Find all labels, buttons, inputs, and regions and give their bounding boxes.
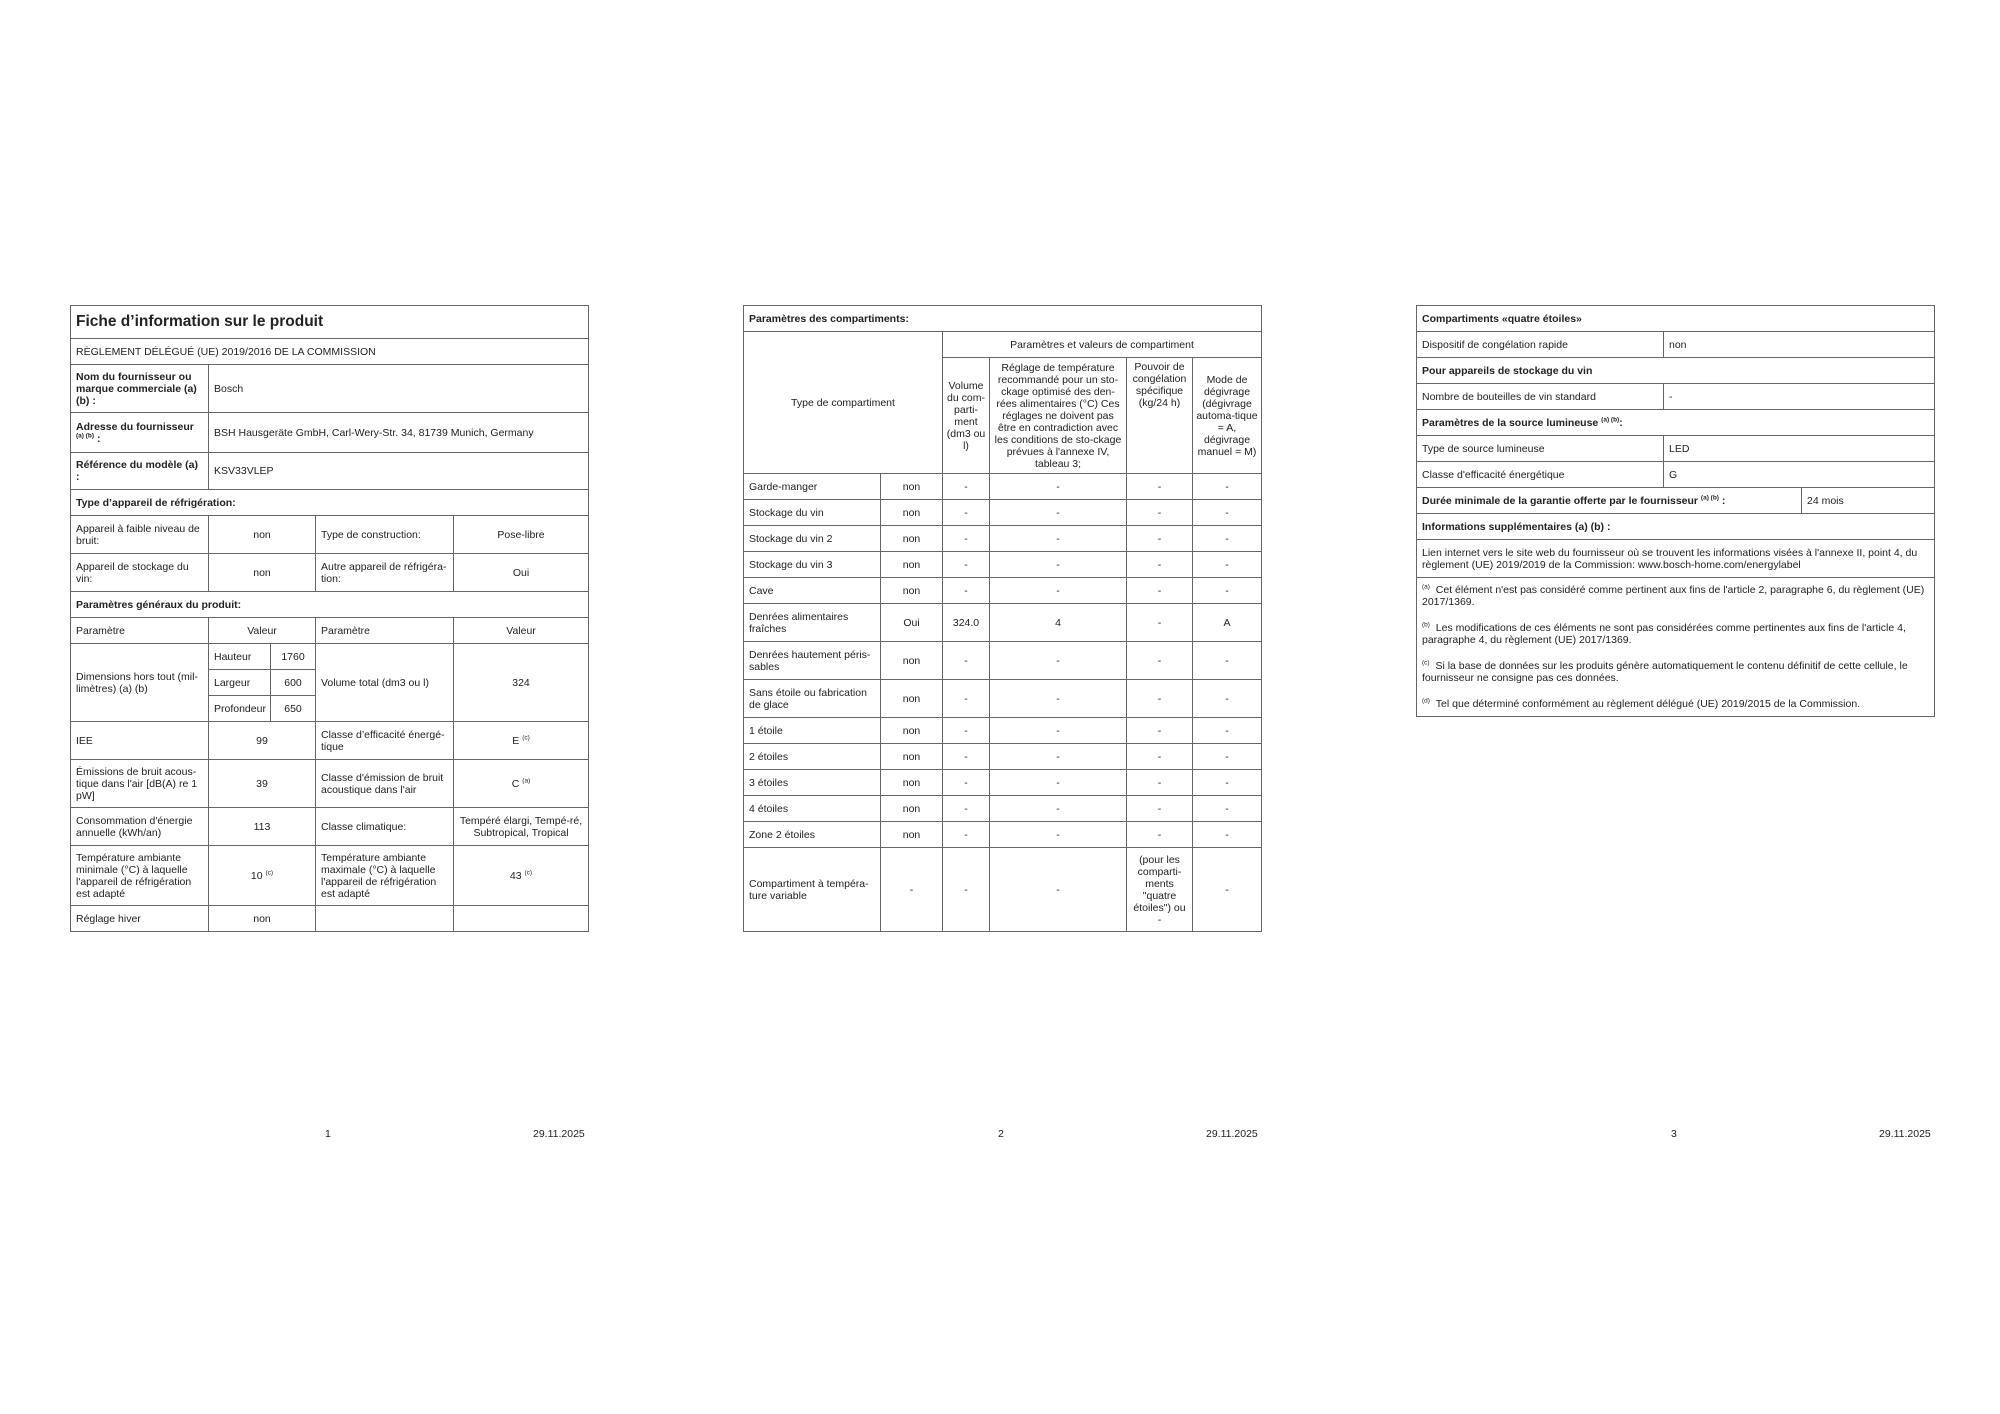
quick-freeze-label: Dispositif de congélation rapide — [1417, 332, 1664, 358]
compartment-present: non — [881, 642, 943, 680]
compartment-name: Stockage du vin — [744, 500, 881, 526]
footnote — [1422, 622, 1929, 646]
volume-label: Volume total (dm3 ou l) — [316, 644, 454, 722]
bottles-value: - — [1664, 384, 1935, 410]
footnote-mark: (d) — [1422, 697, 1430, 705]
compartment-volume: 324.0 — [943, 604, 990, 642]
other-appliance-label: Autre appareil de réfrigéra-tion: — [316, 554, 454, 592]
noise-value: 39 — [209, 760, 316, 808]
compartment-present: - — [881, 848, 943, 932]
page-number-1: 1 — [325, 1128, 331, 1140]
compartment-temp: - — [990, 822, 1127, 848]
compartment-freeze: - — [1127, 822, 1193, 848]
compartment-temp: - — [990, 770, 1127, 796]
compartment-defrost: - — [1193, 770, 1262, 796]
product-info-table — [70, 305, 589, 932]
supplier-value: Bosch — [209, 365, 589, 413]
compartment-defrost: - — [1193, 526, 1262, 552]
depth-label: Profondeur — [209, 696, 271, 722]
appliance-type-heading: Type d’appareil de réfrigération: — [71, 490, 589, 516]
table-row — [744, 718, 1262, 744]
compartment-present: non — [881, 770, 943, 796]
energy-class-label: Classe d’efficacité énergé-tique — [316, 722, 454, 760]
table-row — [744, 680, 1262, 718]
compartment-volume: - — [943, 642, 990, 680]
warranty-label: Durée minimale de la garantie offerte par le fournisseur $^{(a) (b)}$ : — [1417, 488, 1802, 514]
max-temp-label: Température ambiante maximale (°C) à laquelle l'appareil de réfrigération est adapté — [316, 846, 454, 906]
climate-label: Classe climatique: — [316, 808, 454, 846]
height-value: 1760 — [271, 644, 316, 670]
table-row — [744, 500, 1262, 526]
quick-freeze-value: non — [1664, 332, 1935, 358]
energy-class-value: E $^{(c)}$ — [454, 722, 589, 760]
compartment-freeze: - — [1127, 680, 1193, 718]
light-type-label: Type de source lumineuse — [1417, 436, 1664, 462]
page-date-2: 29.11.2025 — [1206, 1128, 1258, 1140]
width-value: 600 — [271, 670, 316, 696]
compartment-freeze: - — [1127, 770, 1193, 796]
noise-label: Émissions de bruit acous-tique dans l'air [dB(A) re 1 pW] — [71, 760, 209, 808]
compartment-present: non — [881, 680, 943, 718]
additional-info-table — [1416, 305, 1935, 717]
compartment-volume: - — [943, 848, 990, 932]
compartment-name: Compartiment à tempéra-ture variable — [744, 848, 881, 932]
other-appliance-value: Oui — [454, 554, 589, 592]
height-label: Hauteur — [209, 644, 271, 670]
iee-label: IEE — [71, 722, 209, 760]
supplier-link: Lien internet vers le site web du fournisseur où se trouvent les informations visées à l'annexe II, point 4, du règlement (UE) 2019/2019 de la Commission: www.bosch-home.com/energylabel — [1417, 540, 1935, 578]
light-heading: Paramètres de la source lumineuse $^{(a) (b)}$: — [1417, 410, 1935, 436]
consumption-label: Consommation d'énergie annuelle (kWh/an) — [71, 808, 209, 846]
compartment-temp: - — [990, 718, 1127, 744]
model-label: Référence du modèle (a) : — [71, 453, 209, 490]
footnote — [1422, 584, 1929, 608]
table-row — [744, 744, 1262, 770]
compartment-temp: - — [990, 552, 1127, 578]
compartment-name: Zone 2 étoiles — [744, 822, 881, 848]
compartment-name: Garde-manger — [744, 474, 881, 500]
empty-cell — [316, 906, 454, 932]
col-param-header: Paramètre — [71, 618, 209, 644]
address-label: Adresse du fournisseur $^{(a) (b)}$ : — [71, 413, 209, 453]
compartment-present: Oui — [881, 604, 943, 642]
page-number-2: 2 — [998, 1128, 1004, 1140]
construction-label: Type de construction: — [316, 516, 454, 554]
light-type-value: LED — [1664, 436, 1935, 462]
compartment-freeze: - — [1127, 578, 1193, 604]
compartment-present: non — [881, 578, 943, 604]
address-value: BSH Hausgeräte GmbH, Carl-Wery-Str. 34, 81739 Munich, Germany — [209, 413, 589, 453]
compartments-heading: Paramètres des compartiments: — [744, 306, 1262, 332]
compartment-temp: - — [990, 848, 1127, 932]
min-temp-value: 10 $^{(c)}$ — [209, 846, 316, 906]
table-row — [744, 552, 1262, 578]
table-row — [744, 526, 1262, 552]
compartment-temp: - — [990, 500, 1127, 526]
footnote-mark: (a) — [1422, 583, 1430, 591]
noise-class-value: C $^{(a)}$ — [454, 760, 589, 808]
compartment-freeze: - — [1127, 474, 1193, 500]
compartment-freeze: (pour les comparti-ments "quatre étoiles") ou - — [1127, 848, 1193, 932]
page-title: Fiche d’information sur le produit — [71, 306, 589, 339]
compartment-defrost: - — [1193, 642, 1262, 680]
compartment-present: non — [881, 718, 943, 744]
compartment-defrost: - — [1193, 796, 1262, 822]
compartment-volume: - — [943, 744, 990, 770]
compartments-table — [743, 305, 1262, 932]
compartment-temp: 4 — [990, 604, 1127, 642]
compartment-temp: - — [990, 474, 1127, 500]
regulation: RÈGLEMENT DÉLÉGUÉ (UE) 2019/2016 DE LA COMMISSION — [71, 339, 589, 365]
compartment-name: Cave — [744, 578, 881, 604]
min-temp-label: Température ambiante minimale (°C) à laquelle l'appareil de réfrigération est adapté — [71, 846, 209, 906]
winter-value: non — [209, 906, 316, 932]
table-row — [744, 642, 1262, 680]
compartment-temp: - — [990, 680, 1127, 718]
table-row — [744, 796, 1262, 822]
compartment-volume: - — [943, 680, 990, 718]
compartment-present: non — [881, 744, 943, 770]
compartment-volume: - — [943, 718, 990, 744]
page-1 — [70, 305, 588, 932]
compartment-temp: - — [990, 642, 1127, 680]
compartment-present: non — [881, 822, 943, 848]
table-row — [744, 770, 1262, 796]
compartment-temp: - — [990, 526, 1127, 552]
compartment-volume: - — [943, 770, 990, 796]
col-group-header: Paramètres et valeurs de compartiment — [943, 332, 1262, 358]
compartment-volume: - — [943, 500, 990, 526]
empty-cell — [454, 906, 589, 932]
low-noise-label: Appareil à faible niveau de bruit: — [71, 516, 209, 554]
compartment-freeze: - — [1127, 642, 1193, 680]
compartment-volume: - — [943, 578, 990, 604]
compartment-defrost: - — [1193, 744, 1262, 770]
footnote — [1422, 698, 1929, 710]
col-value-header: Valeur — [209, 618, 316, 644]
compartment-present: non — [881, 474, 943, 500]
table-row — [744, 848, 1262, 932]
compartment-volume: - — [943, 552, 990, 578]
compartment-name: 1 étoile — [744, 718, 881, 744]
col-type-header: Type de compartiment — [744, 332, 943, 474]
supplier-label: Nom du fournisseur ou marque commerciale (a) (b) : — [71, 365, 209, 413]
light-class-label: Classe d'efficacité énergétique — [1417, 462, 1664, 488]
compartment-freeze: - — [1127, 500, 1193, 526]
compartment-freeze: - — [1127, 552, 1193, 578]
construction-value: Pose-libre — [454, 516, 589, 554]
compartment-freeze: - — [1127, 604, 1193, 642]
iee-value: 99 — [209, 722, 316, 760]
footnote — [1422, 660, 1929, 684]
compartment-defrost: - — [1193, 500, 1262, 526]
warranty-value: 24 mois — [1802, 488, 1935, 514]
col-param-header-2: Paramètre — [316, 618, 454, 644]
compartment-freeze: - — [1127, 526, 1193, 552]
compartment-name: Denrées alimentaires fraîches — [744, 604, 881, 642]
page-3 — [1416, 305, 1934, 717]
page-number-3: 3 — [1671, 1128, 1677, 1140]
table-row — [744, 604, 1262, 642]
depth-value: 650 — [271, 696, 316, 722]
table-row — [744, 822, 1262, 848]
compartment-temp: - — [990, 796, 1127, 822]
compartment-name: Denrées hautement péris-sables — [744, 642, 881, 680]
dimensions-label: Dimensions hors tout (mil-limètres) (a) (b) — [71, 644, 209, 722]
compartment-name: Stockage du vin 3 — [744, 552, 881, 578]
footnote-text: Cet élément n'est pas considéré comme pertinent aux fins de l'article 2, paragraphe 6, du règlement (UE) 2017/1369. — [1422, 584, 1925, 608]
general-heading: Paramètres généraux du produit: — [71, 592, 589, 618]
extra-heading: Informations supplémentaires (a) (b) : — [1417, 514, 1935, 540]
low-noise-value: non — [209, 516, 316, 554]
footnote-text: Si la base de données sur les produits génère automatiquement le contenu définitif de cette cellule, le fournisseur ne consigne pas ces données. — [1422, 660, 1908, 684]
compartment-volume: - — [943, 796, 990, 822]
col-defrost-header: Mode de dégivrage (dégivrage automa-tique = A, dégivrage manuel = M) — [1193, 358, 1262, 474]
compartment-present: non — [881, 552, 943, 578]
model-value: KSV33VLEP — [209, 453, 589, 490]
noise-class-label: Classe d'émission de bruit acoustique dans l'air — [316, 760, 454, 808]
compartment-temp: - — [990, 578, 1127, 604]
wine-appliance-value: non — [209, 554, 316, 592]
compartment-defrost: - — [1193, 680, 1262, 718]
compartment-freeze: - — [1127, 744, 1193, 770]
col-freeze-header: Pouvoir de congélation spécifique (kg/24 h) — [1127, 358, 1193, 474]
footnote-text: Tel que déterminé conformément au règlement délégué (UE) 2019/2015 de la Commission. — [1435, 698, 1861, 710]
winter-label: Réglage hiver — [71, 906, 209, 932]
table-row — [744, 474, 1262, 500]
climate-value: Tempéré élargi, Tempé-ré, Subtropical, Tropical — [454, 808, 589, 846]
compartment-present: non — [881, 500, 943, 526]
consumption-value: 113 — [209, 808, 316, 846]
compartment-defrost: - — [1193, 718, 1262, 744]
bottles-label: Nombre de bouteilles de vin standard — [1417, 384, 1664, 410]
compartment-temp: - — [990, 744, 1127, 770]
compartment-defrost: - — [1193, 848, 1262, 932]
four-star-heading: Compartiments «quatre étoiles» — [1417, 306, 1935, 332]
compartment-freeze: - — [1127, 796, 1193, 822]
page-date-3: 29.11.2025 — [1879, 1128, 1931, 1140]
footnote-mark: (c) — [1422, 659, 1430, 667]
compartment-volume: - — [943, 474, 990, 500]
max-temp-value: 43 $^{(c)}$ — [454, 846, 589, 906]
compartment-present: non — [881, 526, 943, 552]
footnote-text: Les modifications de ces éléments ne sont pas considérées comme pertinentes aux fins de l'article 4, paragraphe 4, du règlement (UE) 2017/1369. — [1422, 622, 1906, 646]
compartment-name: Sans étoile ou fabrication de glace — [744, 680, 881, 718]
compartment-present: non — [881, 796, 943, 822]
light-class-value: G — [1664, 462, 1935, 488]
width-label: Largeur — [209, 670, 271, 696]
volume-value: 324 — [454, 644, 589, 722]
wine-heading: Pour appareils de stockage du vin — [1417, 358, 1935, 384]
compartment-defrost: - — [1193, 822, 1262, 848]
page-2 — [743, 305, 1261, 932]
col-volume-header: Volume du com-parti-ment (dm3 ou l) — [943, 358, 990, 474]
compartment-defrost: - — [1193, 552, 1262, 578]
table-row — [744, 578, 1262, 604]
col-temp-header: Réglage de température recommandé pour un sto-ckage optimisé des den-rées alimentaires (°C) Ces réglages ne doivent pas être en contradiction avec les conditions de sto-ckage prévues à l'annexe IV, tableau 3; — [990, 358, 1127, 474]
footnote-mark: (b) — [1422, 621, 1430, 629]
page-date-1: 29.11.2025 — [533, 1128, 585, 1140]
compartment-defrost: - — [1193, 578, 1262, 604]
col-value-header-2: Valeur — [454, 618, 589, 644]
compartment-freeze: - — [1127, 718, 1193, 744]
compartment-defrost: - — [1193, 474, 1262, 500]
footnotes — [1417, 578, 1935, 717]
compartment-name: 4 étoiles — [744, 796, 881, 822]
compartment-name: 3 étoiles — [744, 770, 881, 796]
compartment-defrost: A — [1193, 604, 1262, 642]
compartment-volume: - — [943, 822, 990, 848]
wine-appliance-label: Appareil de stockage du vin: — [71, 554, 209, 592]
compartment-volume: - — [943, 526, 990, 552]
compartment-name: 2 étoiles — [744, 744, 881, 770]
compartment-name: Stockage du vin 2 — [744, 526, 881, 552]
